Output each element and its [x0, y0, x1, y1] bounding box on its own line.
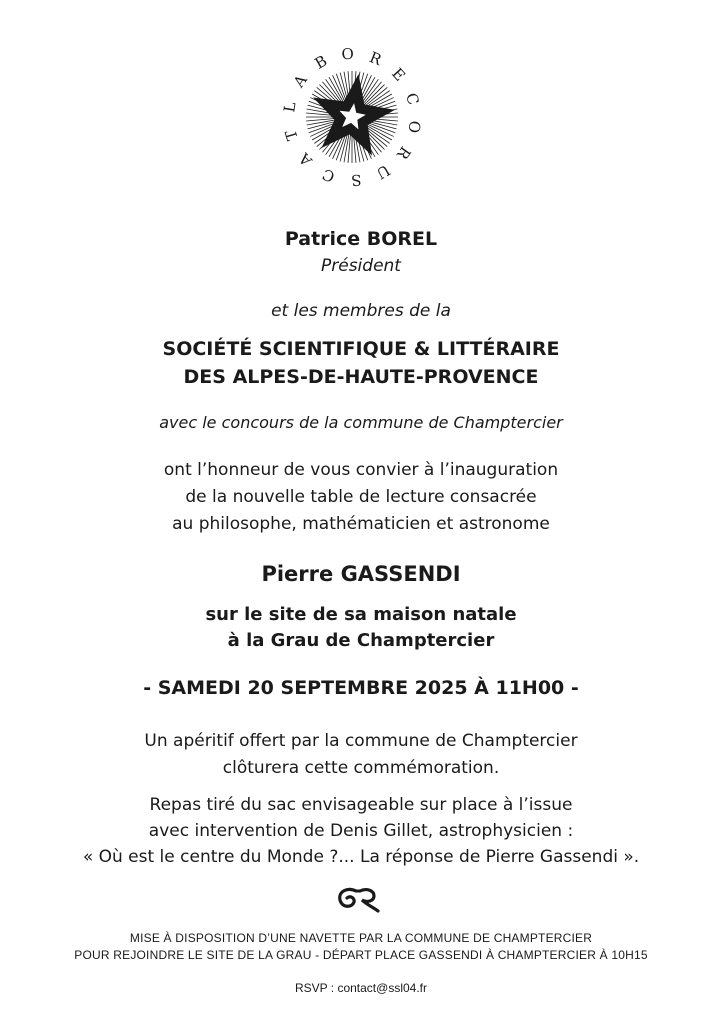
shuttle-line1: MISE À DISPOSITION D’UNE NAVETTE PAR LA COMMUNE DE CHAMPTERCIER	[129, 931, 593, 945]
repas-line3: « Où est le centre du Monde ?... La réponse de Pierre Gassendi ».	[82, 847, 640, 867]
rsvp-contact: RSVP : contact@ssl04.fr	[294, 981, 427, 995]
society-name-line1: SOCIÉTÉ SCIENTIFIQUE & LITTÉRAIRE	[162, 338, 560, 360]
emblem-ray	[361, 82, 382, 107]
repas-line2: avec intervention de Denis Gillet, astrophysicien :	[148, 821, 574, 841]
emblem-motto-letter: A	[289, 71, 311, 91]
event-date: - SAMEDI 20 SEPTEMBRE 2025 À 11H00 -	[143, 677, 579, 699]
emblem-motto-letter: U	[373, 160, 394, 183]
emblem-motto-letter: T	[281, 127, 302, 143]
emblem-motto-letter: E	[388, 64, 409, 85]
emblem-motto-letter: C	[402, 90, 423, 107]
society-name-line2: DES ALPES-DE-HAUTE-PROVENCE	[183, 366, 539, 388]
president-title: Président	[321, 256, 401, 276]
site-line2: à la Grau de Champtercier	[227, 630, 495, 651]
fleuron-ornament-icon	[334, 883, 382, 913]
emblem-motto-letter: O	[404, 119, 425, 135]
emblem-motto-letter: R	[366, 48, 385, 70]
society-emblem-star-icon	[277, 42, 427, 192]
emblem-motto-letter: S	[350, 170, 363, 190]
invitation-line3: au philosophe, mathématicien et astronome	[172, 514, 550, 534]
emblem-motto-letter: O	[340, 44, 355, 64]
site-line1: sur le site de sa maison natale	[205, 604, 517, 625]
invitation-line2: de la nouvelle table de lecture consacrée	[185, 487, 537, 507]
emblem-motto-letter: R	[393, 143, 415, 163]
aperitif-line1: Un apéritif offert par la commune de Champtercier	[144, 731, 578, 751]
concours-line: avec le concours de la commune de Champtercier	[159, 413, 563, 432]
repas-line1: Repas tiré du sac envisageable sur place à l’issue	[149, 795, 573, 815]
honoree-name: Pierre GASSENDI	[261, 562, 461, 586]
emblem-motto-letter: C	[319, 164, 338, 186]
emblem-motto-letter: L	[280, 100, 300, 114]
aperitif-line2: clôturera cette commémoration.	[222, 758, 500, 778]
emblem-motto-letter: B	[311, 51, 331, 73]
invitation-line1: ont l’honneur de vous convier à l’inauguration	[163, 460, 559, 480]
president-name: Patrice BOREL	[284, 228, 438, 250]
shuttle-line2: POUR REJOINDRE LE SITE DE LA GRAU - DÉPART PLACE GASSENDI À CHAMPTERCIER À 10H15	[74, 948, 648, 962]
emblem-motto-letter: A	[295, 149, 316, 170]
members-line: et les membres de la	[271, 301, 451, 321]
